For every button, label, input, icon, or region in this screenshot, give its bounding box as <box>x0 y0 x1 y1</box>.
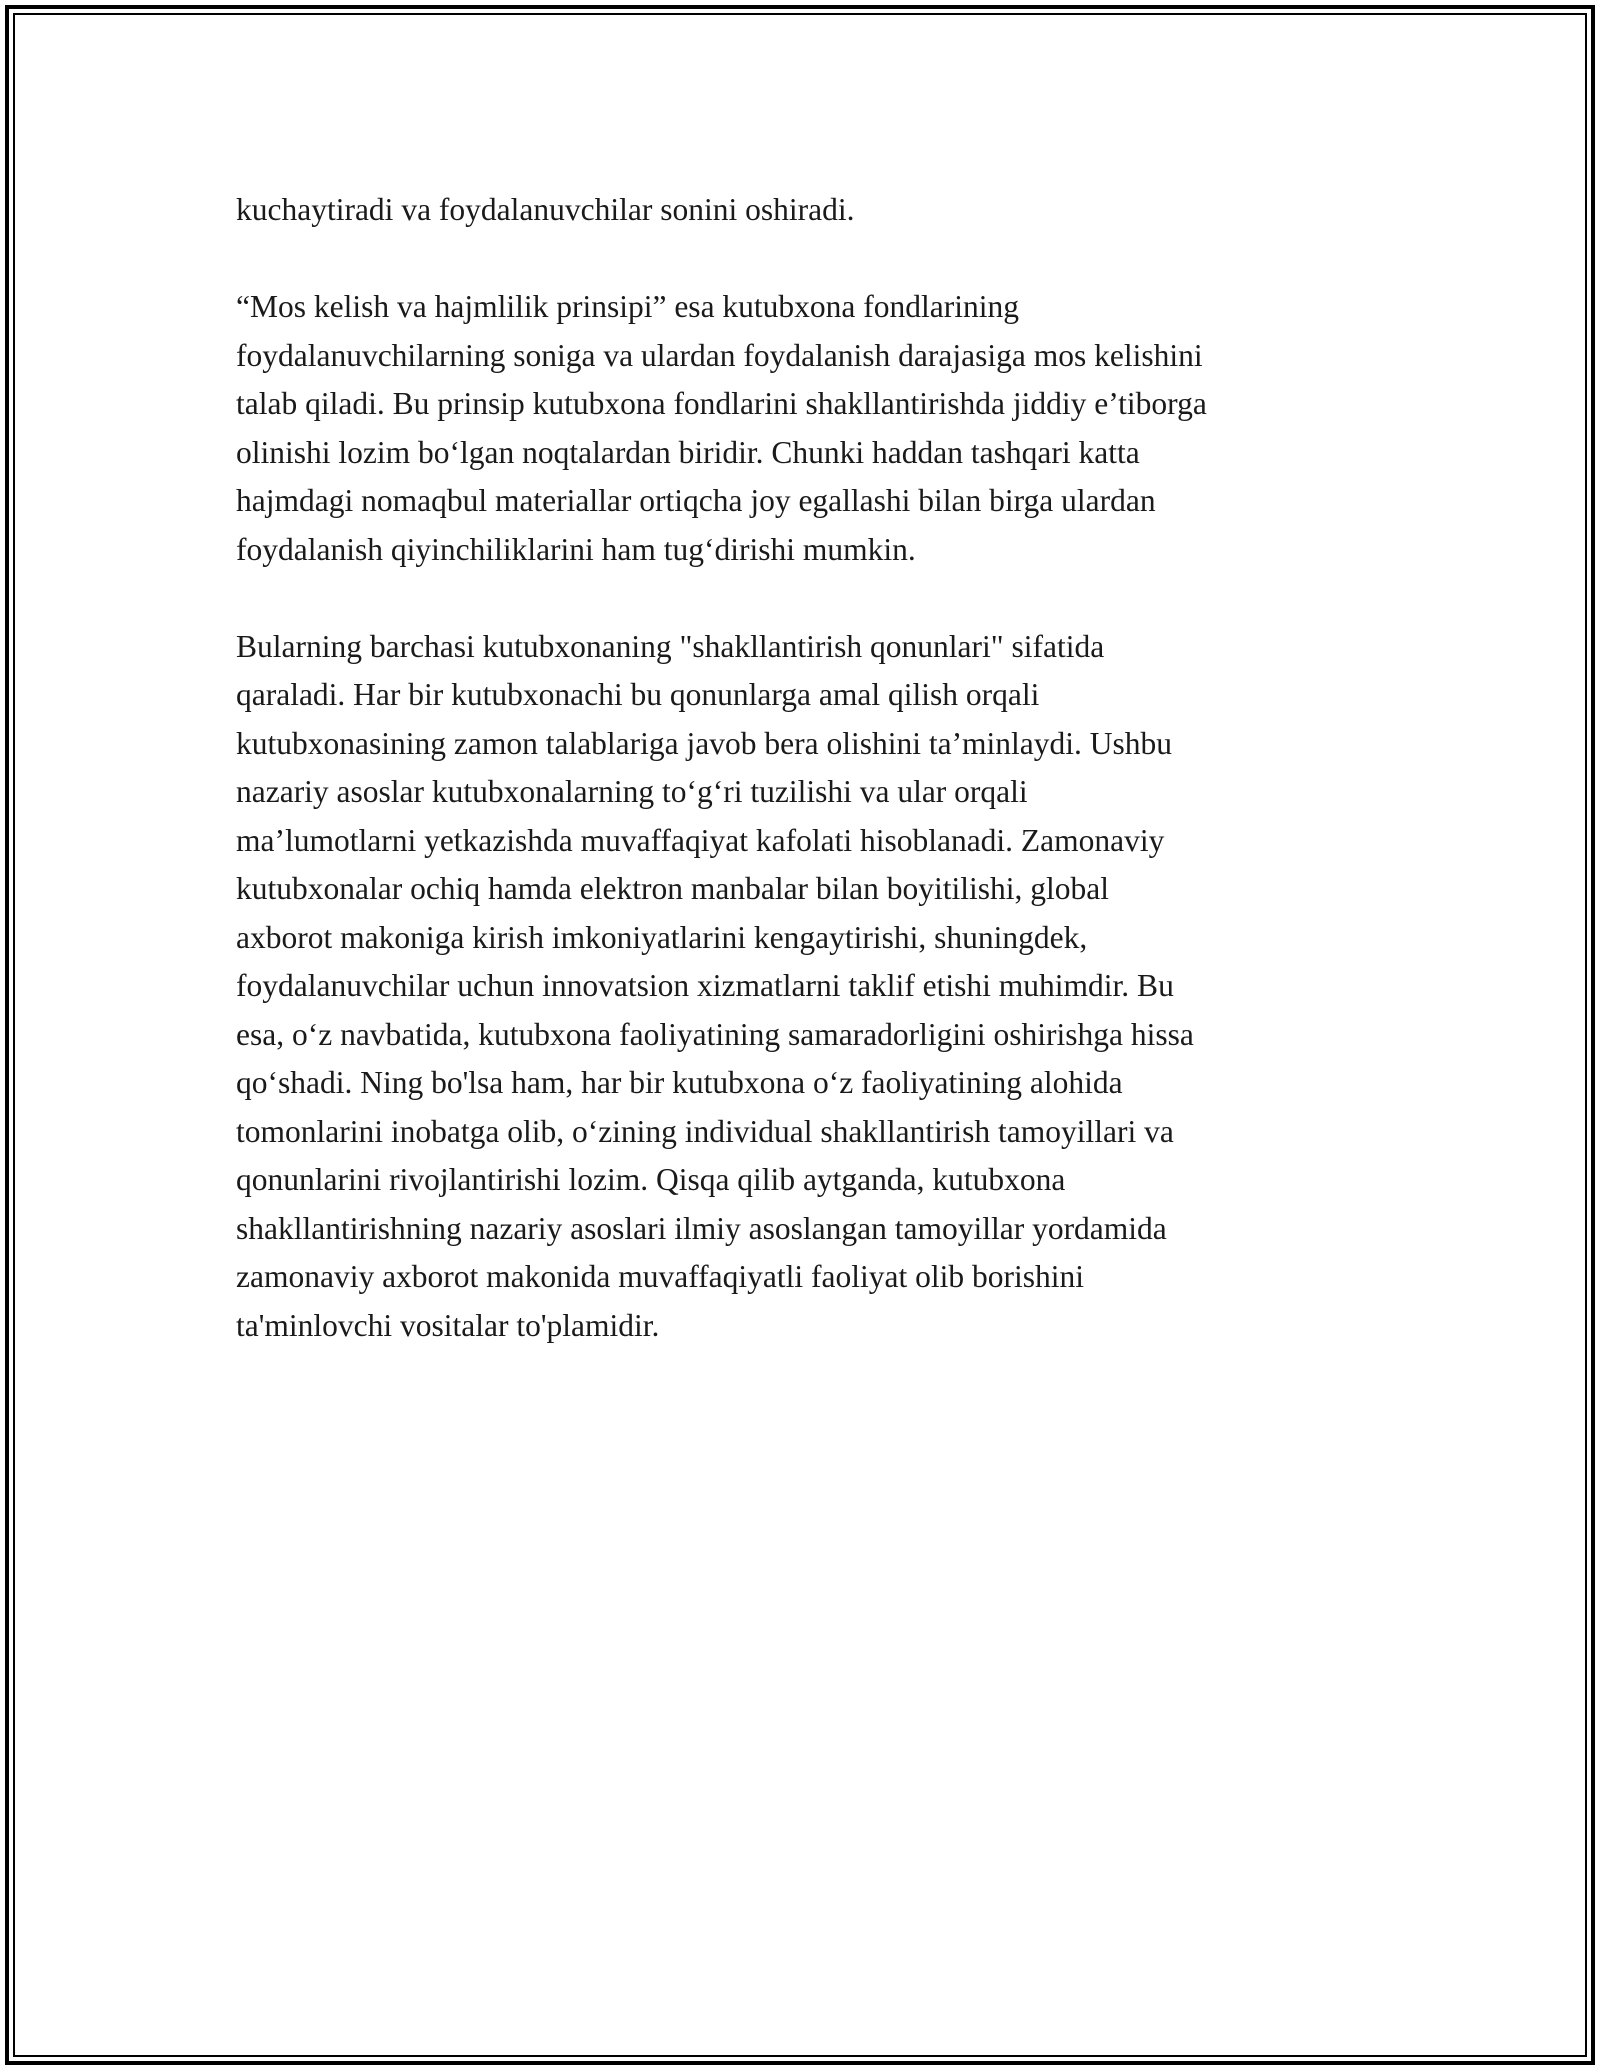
paragraph-shakllantirish-qonunlari: Bularning barchasi kutubxonaning "shakllantirish qonunlari" sifatida qaraladi. Har bir kutubxonachi bu qonunlarga amal qilish orqali kutubxonasining zamon talablariga javob bera olishini ta’minlaydi. Ushbu nazariy asoslar kutubxonalarning toʻgʻri tuzilishi va ular orqali ma’lumotlarni yetkazishda muvaffaqiyat kafolati hisoblanadi. Zamonaviy kutubxonalar ochiq hamda elektron manbalar bilan boyitilishi, global axborot makoniga kirish imkoniyatlarini kengaytirishi, shuningdek, foydalanuvchilar uchun innovatsion xizmatlarni taklif etishi muhimdir. Bu esa, oʻz navbatida, kutubxona faoliyatining samaradorligini oshirishga hissa qoʻshadi. Ning bo'lsa ham, har bir kutubxona oʻz faoliyatining alohida tomonlarini inobatga olib, oʻzining individual shakllantirish tamoyillari va qonunlarini rivojlantirishi lozim. Qisqa qilib aytganda, kutubxona shakllantirishning nazariy asoslari ilmiy asoslangan tamoyillar yordamida zamonaviy axborot makonida muvaffaqiyatli faoliyat olib borishini ta'minlovchi vositalar to'plamidir. <box>236 628 1194 1343</box>
document-body <box>236 186 1376 1399</box>
paragraph-mos-kelish-prinsipi: “Mos kelish va hajmlilik prinsipi” esa kutubxona fondlarining foydalanuvchilarning soniga va ulardan foydalanish darajasiga mos kelishini talab qiladi. Bu prinsip kutubxona fondlarini shakllantirishda jiddiy e’tiborga olinishi lozim boʻlgan noqtalardan biridir. Chunki haddan tashqari katta hajmdagi nomaqbul materiallar ortiqcha joy egallashi bilan birga ulardan foydalanish qiyinchiliklarini ham tugʻdirishi mumkin. <box>236 289 1207 567</box>
paragraph-continuation: kuchaytiradi va foydalanuvchilar sonini oshiradi. <box>236 192 855 227</box>
